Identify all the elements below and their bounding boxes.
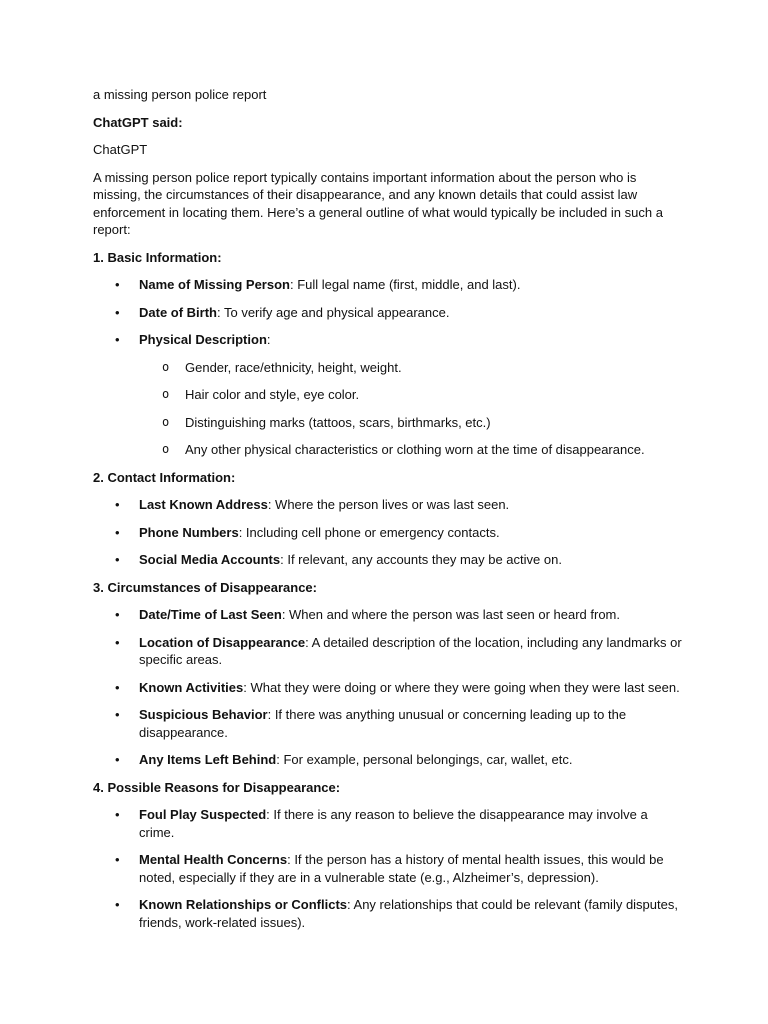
item-text: : Full legal name (first, middle, and last). — [289, 277, 521, 292]
sub-item-text: Hair color and style, eye color. — [185, 387, 360, 402]
bullet-glyph: • — [115, 277, 120, 292]
list-item — [93, 276, 683, 294]
sub-list-item — [139, 386, 683, 404]
sub-list-item — [139, 441, 683, 459]
item-term: Name of Missing Person — [139, 277, 290, 292]
bullet-glyph: • — [115, 552, 120, 567]
section-heading: 4. Possible Reasons for Disappearance: — [93, 779, 341, 795]
sub-bullet-glyph: o — [162, 359, 170, 374]
list-item — [93, 524, 683, 542]
user-prompt: a missing person police report — [93, 87, 267, 102]
list-item — [93, 896, 683, 931]
sub-bullet-glyph: o — [162, 387, 170, 401]
list-item — [93, 679, 683, 697]
item-text: : If the person has a history of mental health issues, this would be noted, especially if they are in a vulnerable state (e.g., Alzheimer’s, depression). — [139, 852, 664, 885]
speaker-name: ChatGPT — [93, 142, 148, 157]
item-text: : A detailed description of the location, including any landmarks or specific areas. — [139, 634, 682, 667]
item-text: : If there is any reason to believe the disappearance may involve a crime. — [139, 807, 648, 840]
sub-list-item — [139, 414, 683, 432]
section-heading: 2. Contact Information: — [93, 469, 236, 485]
item-text: : For example, personal belongings, car, wallet, etc. — [276, 752, 573, 767]
sub-list-item — [139, 359, 683, 377]
sub-bullet-glyph: o — [162, 442, 170, 456]
document-page — [93, 86, 683, 941]
bullet-glyph: • — [115, 852, 120, 867]
report-outline — [93, 249, 683, 932]
bullet-list — [93, 496, 683, 569]
bullet-list — [93, 276, 683, 459]
item-term: Any Items Left Behind — [139, 752, 277, 767]
item-text: : Where the person lives or was last seen. — [267, 497, 510, 512]
bullet-glyph: • — [115, 679, 120, 695]
bullet-glyph: • — [115, 752, 120, 767]
list-item — [93, 496, 683, 514]
item-term: Social Media Accounts — [139, 552, 281, 567]
item-term: Phone Numbers — [139, 524, 239, 540]
bullet-glyph: • — [115, 332, 120, 347]
item-term: Date/Time of Last Seen — [139, 607, 282, 622]
list-item — [93, 751, 683, 769]
item-term: Known Relationships or Conflicts — [139, 897, 348, 912]
item-text: : If relevant, any accounts they may be active on. — [280, 552, 562, 567]
sub-bullet-glyph: o — [162, 414, 170, 429]
bullet-list — [93, 806, 683, 931]
list-item — [93, 551, 683, 569]
item-term: Foul Play Suspected — [139, 807, 267, 822]
bullet-glyph: • — [115, 807, 120, 822]
bullet-list — [93, 606, 683, 769]
item-term: Date of Birth — [139, 304, 217, 320]
list-item — [93, 304, 683, 322]
bullet-glyph: • — [115, 897, 120, 912]
bullet-glyph: • — [115, 707, 120, 722]
item-term: Mental Health Concerns — [139, 852, 288, 867]
bullet-glyph: • — [115, 607, 120, 622]
item-term: Known Activities — [139, 679, 244, 695]
list-item — [93, 706, 683, 741]
item-text: : What they were doing or where they were going when they were last seen. — [243, 679, 680, 695]
item-text: : Any relationships that could be relevant (family disputes, friends, work-related issues). — [139, 897, 678, 930]
speaker-said-label: ChatGPT said: — [93, 114, 183, 130]
list-item — [93, 851, 683, 886]
sub-item-text: Distinguishing marks (tattoos, scars, birthmarks, etc.) — [185, 414, 491, 430]
list-item — [93, 606, 683, 624]
bullet-glyph: • — [115, 524, 120, 540]
item-term: Physical Description — [139, 332, 267, 347]
list-item — [93, 331, 683, 459]
bullet-glyph: • — [115, 497, 120, 512]
item-text: : To verify age and physical appearance. — [217, 304, 450, 320]
item-term: Last Known Address — [139, 497, 268, 512]
item-text: : When and where the person was last seen or heard from. — [281, 607, 620, 622]
list-item — [93, 806, 683, 841]
bullet-glyph: • — [115, 304, 120, 320]
item-term: Location of Disappearance — [139, 634, 306, 650]
bullet-glyph: • — [115, 634, 120, 650]
intro-paragraph: A missing person police report typically contains important information about the person who is missing, the circumstances of their disappearance, and any known details that could assist law enforcement in locating them. Here’s a general outline of what would typically be included in such a report: — [93, 169, 663, 237]
section-heading: 3. Circumstances of Disappearance: — [93, 579, 317, 595]
sub-item-text: Any other physical characteristics or clothing worn at the time of disappearance. — [185, 442, 645, 457]
item-text: : — [266, 332, 271, 347]
section-heading: 1. Basic Information: — [93, 249, 222, 265]
item-term: Suspicious Behavior — [139, 707, 268, 722]
item-text: : If there was anything unusual or concerning leading up to the disappearance. — [139, 707, 627, 740]
item-text: : Including cell phone or emergency contacts. — [238, 524, 500, 540]
sub-item-text: Gender, race/ethnicity, height, weight. — [185, 359, 402, 375]
list-item — [93, 634, 683, 669]
sub-bullet-list — [139, 359, 683, 459]
